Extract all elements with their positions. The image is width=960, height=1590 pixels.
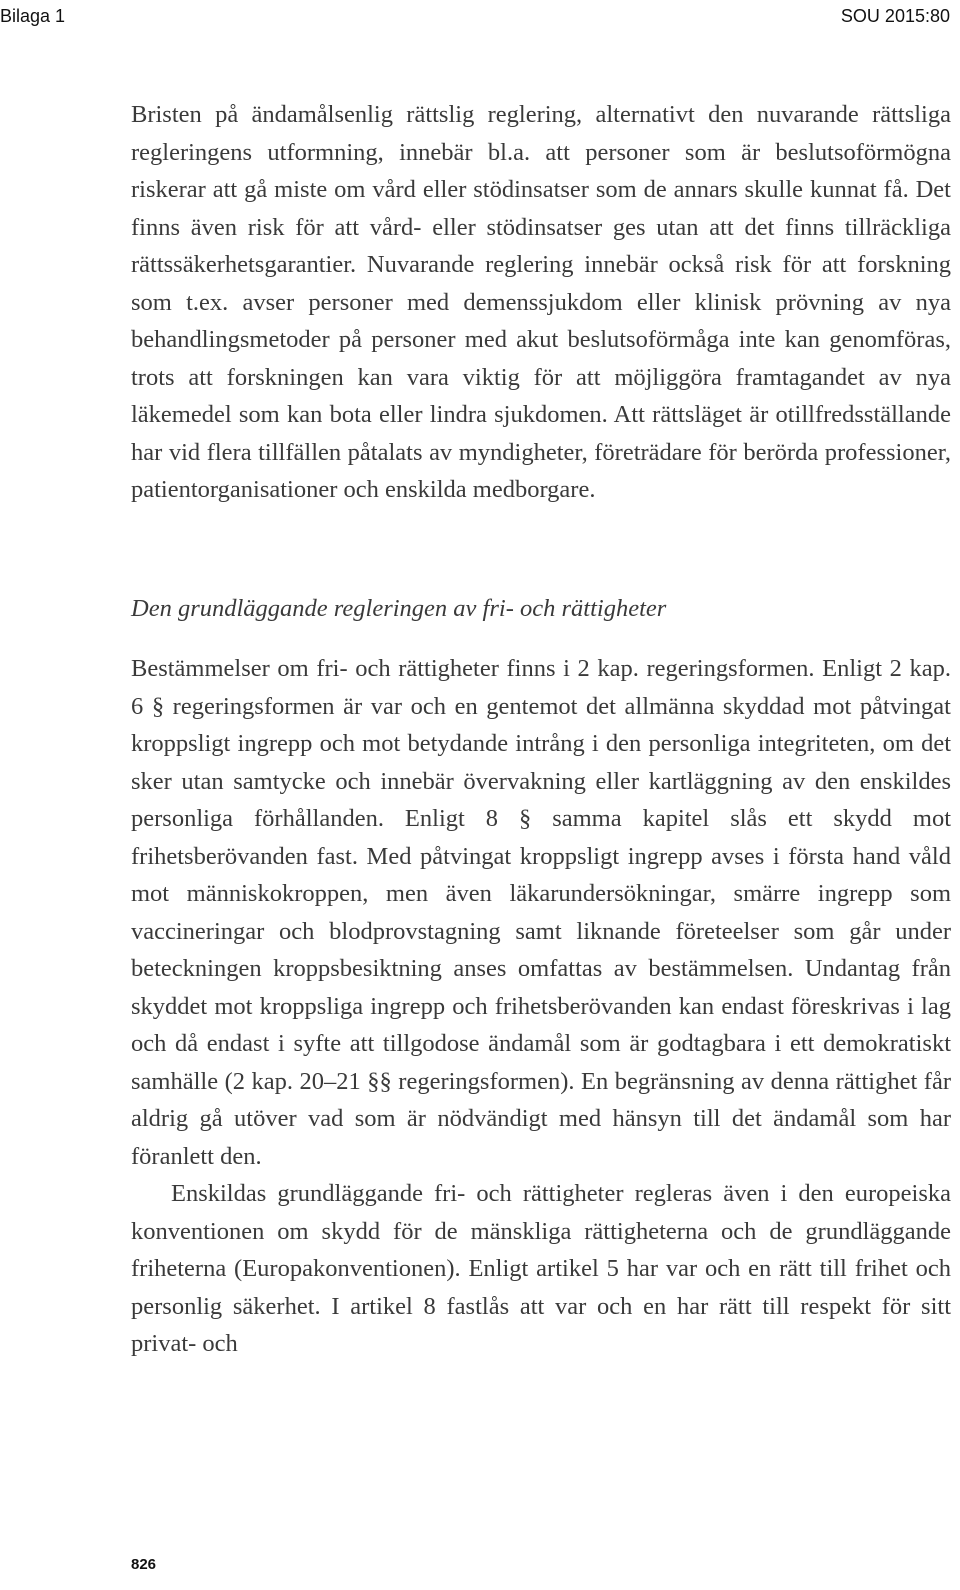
body-paragraph-3: Enskildas grundläggande fri- och rättigheter regleras även i den europeiska konventionen om skydd för de mänskliga rättigheterna och de grundläggande friheterna (Europakonventionen). Enligt artikel 5 har var och en rätt till frihet och personlig säkerhet. I artikel 8 fastlås att var och en har rätt till respekt för sitt privat- och: [131, 1180, 951, 1357]
body-paragraph-1: Bristen på ändamålsenlig rättslig reglering, alternativt den nuvarande rättsliga regleringens utformning, innebär bl.a. att personer som är beslutsoförmögna riskerar att gå miste om vård eller stödinsatser som de annars skulle kunnat få. Det finns även risk för att vård- eller stödinsatser ges utan att det finns tillräckliga rättssäkerhetsgarantier. Nuvarande reglering innebär också risk för att forskning som t.ex. avser personer med demenssjukdom eller klinisk prövning av nya behandlingsmetoder på personer med akut beslutsoförmåga inte kan genomföras, trots att forskningen kan vara viktig för att möjliggöra framtagandet av nya läkemedel som kan bota eller lindra sjukdomen. Att rättsläget är otillfredsställande har vid flera tillfällen påtalats av myndigheter, företrädare för berörda professioner, patientorganisationer och enskilda medborgare.: [131, 101, 951, 503]
section-heading: Den grundläggande regleringen av fri- och rättigheter: [131, 594, 667, 622]
page-number: 826: [131, 1556, 157, 1573]
appendix-label: Bilaga 1: [0, 6, 66, 26]
page-body: [131, 96, 951, 1363]
report-number: SOU 2015:80: [840, 6, 950, 26]
body-paragraph-2: Bestämmelser om fri- och rättigheter finns i 2 kap. regeringsformen. Enligt 2 kap. 6 § regeringsformen är var och en gentemot det allmänna skyddad mot påtvingat kroppsligt ingrepp och mot betydande intrång i den personliga integriteten, om det sker utan samtycke och innebär övervakning eller kartläggning av den enskildes personliga förhållanden. Enligt 8 § samma kapitel slås ett skydd mot frihetsberövanden fast. Med påtvingat kroppsligt ingrepp avses i första hand våld mot människokroppen, men även läkarundersökningar, smärre ingrepp som vaccineringar och blodprovstagning samt liknande företeelser som går under beteckningen kroppsbesiktning anses omfattas av bestämmelsen. Undantag från skyddet mot kroppsliga ingrepp och frihetsberövanden kan endast föreskrivas i lag och då endast i syfte att tillgodose ändamål som är godtagbara i ett demokratiskt samhälle (2 kap. 20–21 §§ regeringsformen). En begränsning av denna rättighet får aldrig gå utöver vad som är nödvändigt med hänsyn till det ändamål som har föranlett den.: [131, 655, 951, 1170]
